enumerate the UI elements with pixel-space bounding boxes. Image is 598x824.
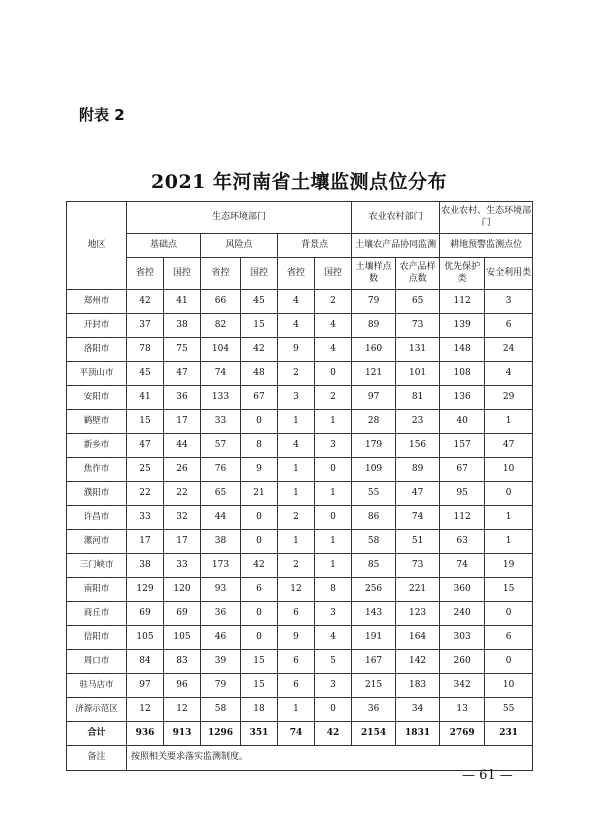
value-cell: 41 xyxy=(164,290,201,314)
value-cell: 9 xyxy=(278,338,315,362)
value-cell: 136 xyxy=(440,386,485,410)
header-dept-eco: 生态环境部门 xyxy=(127,202,352,234)
region-cell: 新乡市 xyxy=(67,434,127,458)
value-cell: 167 xyxy=(352,650,396,674)
value-cell: 6 xyxy=(241,578,278,602)
table-row xyxy=(67,434,533,458)
value-cell: 142 xyxy=(396,650,440,674)
table-row xyxy=(67,602,533,626)
value-cell: 105 xyxy=(164,626,201,650)
value-cell: 15 xyxy=(127,410,164,434)
value-cell: 120 xyxy=(164,578,201,602)
table-row xyxy=(67,698,533,722)
table-row xyxy=(67,506,533,530)
value-cell: 6 xyxy=(278,650,315,674)
value-cell: 22 xyxy=(164,482,201,506)
value-cell: 47 xyxy=(396,482,440,506)
value-cell: 3 xyxy=(315,674,352,698)
value-cell: 131 xyxy=(396,338,440,362)
header-basic: 基础点 xyxy=(127,234,201,258)
value-cell: 4 xyxy=(278,290,315,314)
region-cell: 鹤壁市 xyxy=(67,410,127,434)
value-cell: 121 xyxy=(352,362,396,386)
table-row xyxy=(67,554,533,578)
value-cell: 2 xyxy=(278,362,315,386)
value-cell: 44 xyxy=(164,434,201,458)
value-cell: 38 xyxy=(127,554,164,578)
value-cell: 173 xyxy=(201,554,241,578)
region-cell: 郑州市 xyxy=(67,290,127,314)
header-collab: 土壤农产品协同监测 xyxy=(352,234,440,258)
value-cell: 1 xyxy=(315,530,352,554)
table-row xyxy=(67,458,533,482)
value-cell: 21 xyxy=(241,482,278,506)
page-number: — 61 — xyxy=(462,768,513,783)
value-cell: 89 xyxy=(396,458,440,482)
value-cell: 93 xyxy=(201,578,241,602)
value-cell: 42 xyxy=(241,338,278,362)
value-cell: 183 xyxy=(396,674,440,698)
value-cell: 1 xyxy=(278,698,315,722)
value-cell: 17 xyxy=(127,530,164,554)
value-cell: 47 xyxy=(164,362,201,386)
value-cell: 0 xyxy=(241,410,278,434)
value-cell: 0 xyxy=(315,506,352,530)
value-cell: 96 xyxy=(164,674,201,698)
region-cell: 驻马店市 xyxy=(67,674,127,698)
value-cell: 3 xyxy=(485,290,533,314)
value-cell: 79 xyxy=(201,674,241,698)
region-cell: 洛阳市 xyxy=(67,338,127,362)
value-cell: 5 xyxy=(315,650,352,674)
value-cell: 74 xyxy=(440,554,485,578)
value-cell: 47 xyxy=(485,434,533,458)
value-cell: 8 xyxy=(315,578,352,602)
table-row xyxy=(67,290,533,314)
value-cell: 4 xyxy=(315,314,352,338)
value-cell: 63 xyxy=(440,530,485,554)
total-value-cell: 2154 xyxy=(352,722,396,746)
value-cell: 73 xyxy=(396,554,440,578)
value-cell: 69 xyxy=(164,602,201,626)
header-priority: 优先保护类 xyxy=(440,258,485,290)
value-cell: 55 xyxy=(485,698,533,722)
value-cell: 67 xyxy=(440,458,485,482)
region-cell: 许昌市 xyxy=(67,506,127,530)
table-row xyxy=(67,482,533,506)
value-cell: 4 xyxy=(278,434,315,458)
total-value-cell: 42 xyxy=(315,722,352,746)
value-cell: 1 xyxy=(485,506,533,530)
value-cell: 1 xyxy=(278,530,315,554)
value-cell: 123 xyxy=(396,602,440,626)
value-cell: 10 xyxy=(485,674,533,698)
value-cell: 81 xyxy=(396,386,440,410)
value-cell: 0 xyxy=(315,698,352,722)
value-cell: 55 xyxy=(352,482,396,506)
value-cell: 10 xyxy=(485,458,533,482)
total-value-cell: 74 xyxy=(278,722,315,746)
value-cell: 46 xyxy=(201,626,241,650)
value-cell: 17 xyxy=(164,530,201,554)
value-cell: 45 xyxy=(241,290,278,314)
value-cell: 160 xyxy=(352,338,396,362)
value-cell: 41 xyxy=(127,386,164,410)
value-cell: 0 xyxy=(241,626,278,650)
value-cell: 33 xyxy=(127,506,164,530)
value-cell: 179 xyxy=(352,434,396,458)
value-cell: 260 xyxy=(440,650,485,674)
value-cell: 65 xyxy=(396,290,440,314)
table-row xyxy=(67,578,533,602)
value-cell: 3 xyxy=(315,602,352,626)
total-value-cell: 1831 xyxy=(396,722,440,746)
region-cell: 濮阳市 xyxy=(67,482,127,506)
region-cell: 周口市 xyxy=(67,650,127,674)
value-cell: 9 xyxy=(278,626,315,650)
value-cell: 4 xyxy=(315,338,352,362)
value-cell: 6 xyxy=(485,314,533,338)
value-cell: 0 xyxy=(485,602,533,626)
table-row xyxy=(67,650,533,674)
value-cell: 157 xyxy=(440,434,485,458)
region-cell: 商丘市 xyxy=(67,602,127,626)
value-cell: 4 xyxy=(485,362,533,386)
region-cell: 安阳市 xyxy=(67,386,127,410)
value-cell: 83 xyxy=(164,650,201,674)
value-cell: 12 xyxy=(127,698,164,722)
value-cell: 9 xyxy=(241,458,278,482)
value-cell: 47 xyxy=(127,434,164,458)
value-cell: 221 xyxy=(396,578,440,602)
value-cell: 57 xyxy=(201,434,241,458)
value-cell: 112 xyxy=(440,506,485,530)
value-cell: 104 xyxy=(201,338,241,362)
note-label: 备注 xyxy=(67,746,127,771)
value-cell: 79 xyxy=(352,290,396,314)
region-cell: 南阳市 xyxy=(67,578,127,602)
value-cell: 97 xyxy=(127,674,164,698)
value-cell: 38 xyxy=(201,530,241,554)
header-risk: 风险点 xyxy=(201,234,278,258)
value-cell: 19 xyxy=(485,554,533,578)
total-value-cell: 2769 xyxy=(440,722,485,746)
header-soil-samples: 土壤样点数 xyxy=(352,258,396,290)
value-cell: 139 xyxy=(440,314,485,338)
value-cell: 69 xyxy=(127,602,164,626)
value-cell: 215 xyxy=(352,674,396,698)
value-cell: 1 xyxy=(315,482,352,506)
value-cell: 256 xyxy=(352,578,396,602)
value-cell: 15 xyxy=(241,650,278,674)
value-cell: 12 xyxy=(164,698,201,722)
header-nat: 国控 xyxy=(315,258,352,290)
value-cell: 1 xyxy=(278,458,315,482)
value-cell: 0 xyxy=(241,602,278,626)
value-cell: 37 xyxy=(127,314,164,338)
value-cell: 109 xyxy=(352,458,396,482)
value-cell: 105 xyxy=(127,626,164,650)
value-cell: 0 xyxy=(241,506,278,530)
value-cell: 8 xyxy=(241,434,278,458)
value-cell: 112 xyxy=(440,290,485,314)
region-cell: 焦作市 xyxy=(67,458,127,482)
value-cell: 23 xyxy=(396,410,440,434)
header-background: 背景点 xyxy=(278,234,352,258)
value-cell: 342 xyxy=(440,674,485,698)
value-cell: 191 xyxy=(352,626,396,650)
value-cell: 240 xyxy=(440,602,485,626)
value-cell: 164 xyxy=(396,626,440,650)
value-cell: 3 xyxy=(315,434,352,458)
note-text: 按照相关要求落实监测制度。 xyxy=(127,746,533,771)
value-cell: 133 xyxy=(201,386,241,410)
value-cell: 6 xyxy=(485,626,533,650)
value-cell: 0 xyxy=(485,650,533,674)
table-row xyxy=(67,314,533,338)
region-cell: 开封市 xyxy=(67,314,127,338)
header-prov: 省控 xyxy=(278,258,315,290)
region-cell: 济源示范区 xyxy=(67,698,127,722)
value-cell: 85 xyxy=(352,554,396,578)
table-row xyxy=(67,530,533,554)
value-cell: 4 xyxy=(315,626,352,650)
total-value-cell: 351 xyxy=(241,722,278,746)
value-cell: 2 xyxy=(315,290,352,314)
value-cell: 51 xyxy=(396,530,440,554)
value-cell: 0 xyxy=(315,458,352,482)
header-prov: 省控 xyxy=(201,258,241,290)
value-cell: 82 xyxy=(201,314,241,338)
monitoring-points-table xyxy=(66,201,533,771)
header-crop-samples: 农产品样点数 xyxy=(396,258,440,290)
value-cell: 34 xyxy=(396,698,440,722)
value-cell: 39 xyxy=(201,650,241,674)
header-warning: 耕地预警监测点位 xyxy=(440,234,533,258)
table-row xyxy=(67,362,533,386)
total-value-cell: 1296 xyxy=(201,722,241,746)
value-cell: 0 xyxy=(315,362,352,386)
value-cell: 1 xyxy=(315,410,352,434)
header-prov: 省控 xyxy=(127,258,164,290)
value-cell: 1 xyxy=(278,482,315,506)
header-safe-use: 安全利用类 xyxy=(485,258,533,290)
table-row xyxy=(67,386,533,410)
value-cell: 67 xyxy=(241,386,278,410)
document-title: 2021 年河南省土壤监测点位分布 xyxy=(151,171,447,193)
value-cell: 143 xyxy=(352,602,396,626)
value-cell: 40 xyxy=(440,410,485,434)
header-dept-agri: 农业农村部门 xyxy=(352,202,440,234)
table-row xyxy=(67,410,533,434)
value-cell: 75 xyxy=(164,338,201,362)
value-cell: 24 xyxy=(485,338,533,362)
value-cell: 15 xyxy=(241,674,278,698)
value-cell: 22 xyxy=(127,482,164,506)
region-cell: 平顶山市 xyxy=(67,362,127,386)
value-cell: 303 xyxy=(440,626,485,650)
value-cell: 74 xyxy=(201,362,241,386)
value-cell: 0 xyxy=(485,482,533,506)
value-cell: 58 xyxy=(201,698,241,722)
total-value-cell: 936 xyxy=(127,722,164,746)
table-row xyxy=(67,674,533,698)
region-cell: 三门峡市 xyxy=(67,554,127,578)
value-cell: 17 xyxy=(164,410,201,434)
value-cell: 36 xyxy=(201,602,241,626)
value-cell: 4 xyxy=(278,314,315,338)
value-cell: 48 xyxy=(241,362,278,386)
value-cell: 29 xyxy=(485,386,533,410)
value-cell: 25 xyxy=(127,458,164,482)
value-cell: 73 xyxy=(396,314,440,338)
value-cell: 65 xyxy=(201,482,241,506)
value-cell: 18 xyxy=(241,698,278,722)
value-cell: 2 xyxy=(278,506,315,530)
header-nat: 国控 xyxy=(164,258,201,290)
value-cell: 15 xyxy=(241,314,278,338)
value-cell: 148 xyxy=(440,338,485,362)
value-cell: 360 xyxy=(440,578,485,602)
total-value-cell: 231 xyxy=(485,722,533,746)
value-cell: 44 xyxy=(201,506,241,530)
value-cell: 42 xyxy=(127,290,164,314)
value-cell: 3 xyxy=(278,386,315,410)
value-cell: 76 xyxy=(201,458,241,482)
table-row xyxy=(67,626,533,650)
value-cell: 1 xyxy=(485,530,533,554)
value-cell: 12 xyxy=(278,578,315,602)
table-row xyxy=(67,338,533,362)
header-dept-agri-eco: 农业农村、生态环境部门 xyxy=(440,202,533,234)
value-cell: 13 xyxy=(440,698,485,722)
value-cell: 129 xyxy=(127,578,164,602)
total-label: 合计 xyxy=(67,722,127,746)
value-cell: 42 xyxy=(241,554,278,578)
region-cell: 漯河市 xyxy=(67,530,127,554)
value-cell: 45 xyxy=(127,362,164,386)
value-cell: 33 xyxy=(201,410,241,434)
value-cell: 156 xyxy=(396,434,440,458)
value-cell: 28 xyxy=(352,410,396,434)
value-cell: 84 xyxy=(127,650,164,674)
value-cell: 108 xyxy=(440,362,485,386)
value-cell: 101 xyxy=(396,362,440,386)
value-cell: 78 xyxy=(127,338,164,362)
region-cell: 信阳市 xyxy=(67,626,127,650)
value-cell: 89 xyxy=(352,314,396,338)
value-cell: 86 xyxy=(352,506,396,530)
value-cell: 32 xyxy=(164,506,201,530)
value-cell: 38 xyxy=(164,314,201,338)
appendix-label: 附表 2 xyxy=(79,106,125,124)
value-cell: 2 xyxy=(278,554,315,578)
value-cell: 0 xyxy=(241,530,278,554)
header-nat: 国控 xyxy=(241,258,278,290)
value-cell: 1 xyxy=(485,410,533,434)
value-cell: 26 xyxy=(164,458,201,482)
total-value-cell: 913 xyxy=(164,722,201,746)
value-cell: 33 xyxy=(164,554,201,578)
total-row xyxy=(67,722,533,746)
value-cell: 6 xyxy=(278,674,315,698)
value-cell: 1 xyxy=(315,554,352,578)
value-cell: 2 xyxy=(315,386,352,410)
value-cell: 6 xyxy=(278,602,315,626)
header-region: 地区 xyxy=(67,202,127,290)
value-cell: 36 xyxy=(164,386,201,410)
value-cell: 36 xyxy=(352,698,396,722)
value-cell: 97 xyxy=(352,386,396,410)
value-cell: 74 xyxy=(396,506,440,530)
value-cell: 58 xyxy=(352,530,396,554)
value-cell: 95 xyxy=(440,482,485,506)
value-cell: 15 xyxy=(485,578,533,602)
value-cell: 66 xyxy=(201,290,241,314)
value-cell: 1 xyxy=(278,410,315,434)
